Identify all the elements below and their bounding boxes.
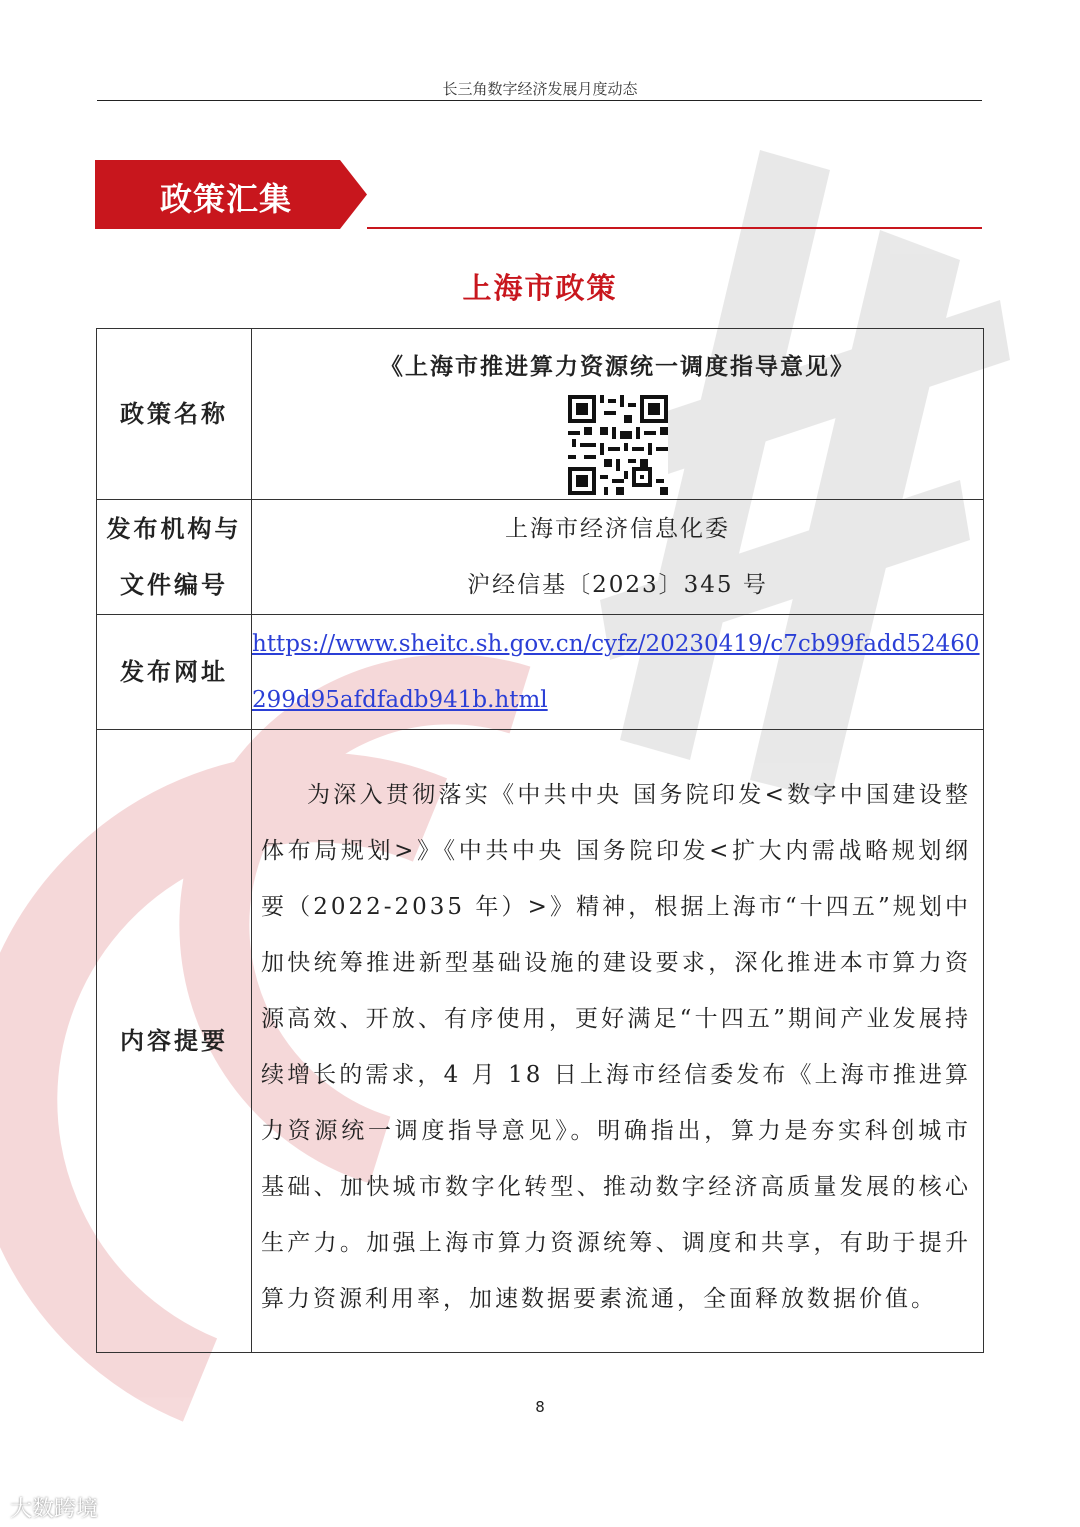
url-label: 发布网址 (97, 615, 252, 730)
section-title: 上海市政策 (462, 271, 618, 305)
org-name: 上海市经济信息化委 (505, 516, 730, 542)
banner-rule (367, 227, 982, 229)
org-label-line2: 文件编号 (120, 570, 228, 599)
org-label (97, 500, 252, 615)
header-rule (97, 100, 982, 101)
policy-name-label: 政策名称 (97, 329, 252, 500)
org-cell (252, 500, 984, 615)
banner-label: 政策汇集 (160, 180, 293, 218)
qr-code-icon[interactable] (568, 395, 668, 495)
summary-text: 为深入贯彻落实《中共中央 国务院印发<数字中国建设整体布局规划>》《中共中央 国务院印发<扩大内需战略规划纲要（2022-2035 年）>》精神，根据上海市“十四五”规划中加快统筹推进新型基础设施的建设要求，深化推进本市算力资源高效、开放、有序使用，更好满足“十四五”期间产业发展持续增长的需求，4 月 18 日上海市经信委发布《上海市推进算力资源统一调度指导意见》。明确指出，算力是夯实科创城市基础、加快城市数字化转型、推动数字经济高质量发展的核心生产力。加强上海市算力资源统筹、调度和共享，有助于提升算力资源利用率，加速数据要素流通，全面释放数据价值。 (261, 782, 971, 1312)
table-row (97, 615, 984, 730)
summary-label: 内容提要 (97, 730, 252, 1353)
policy-name-cell (252, 329, 984, 500)
policy-table (96, 328, 984, 1353)
running-header: 长三角数字经济发展月度动态 (442, 80, 638, 98)
page-number: 8 (535, 1398, 545, 1416)
source-watermark: 大数跨境 (10, 1497, 99, 1522)
org-label-line1: 发布机构与 (106, 514, 242, 543)
doc-number: 沪经信基〔2023〕345 号 (467, 572, 768, 598)
policy-name: 《上海市推进算力资源统一调度指导意见》 (380, 352, 855, 380)
table-row (97, 500, 984, 615)
summary-cell (252, 730, 984, 1353)
table-row (97, 730, 984, 1353)
policy-url-link[interactable]: https://www.sheitc.sh.gov.cn/cyfz/20230419/c7cb99fadd52460299d95afdfadb941b.html (252, 631, 980, 713)
url-cell (252, 615, 984, 730)
table-row (97, 329, 984, 500)
